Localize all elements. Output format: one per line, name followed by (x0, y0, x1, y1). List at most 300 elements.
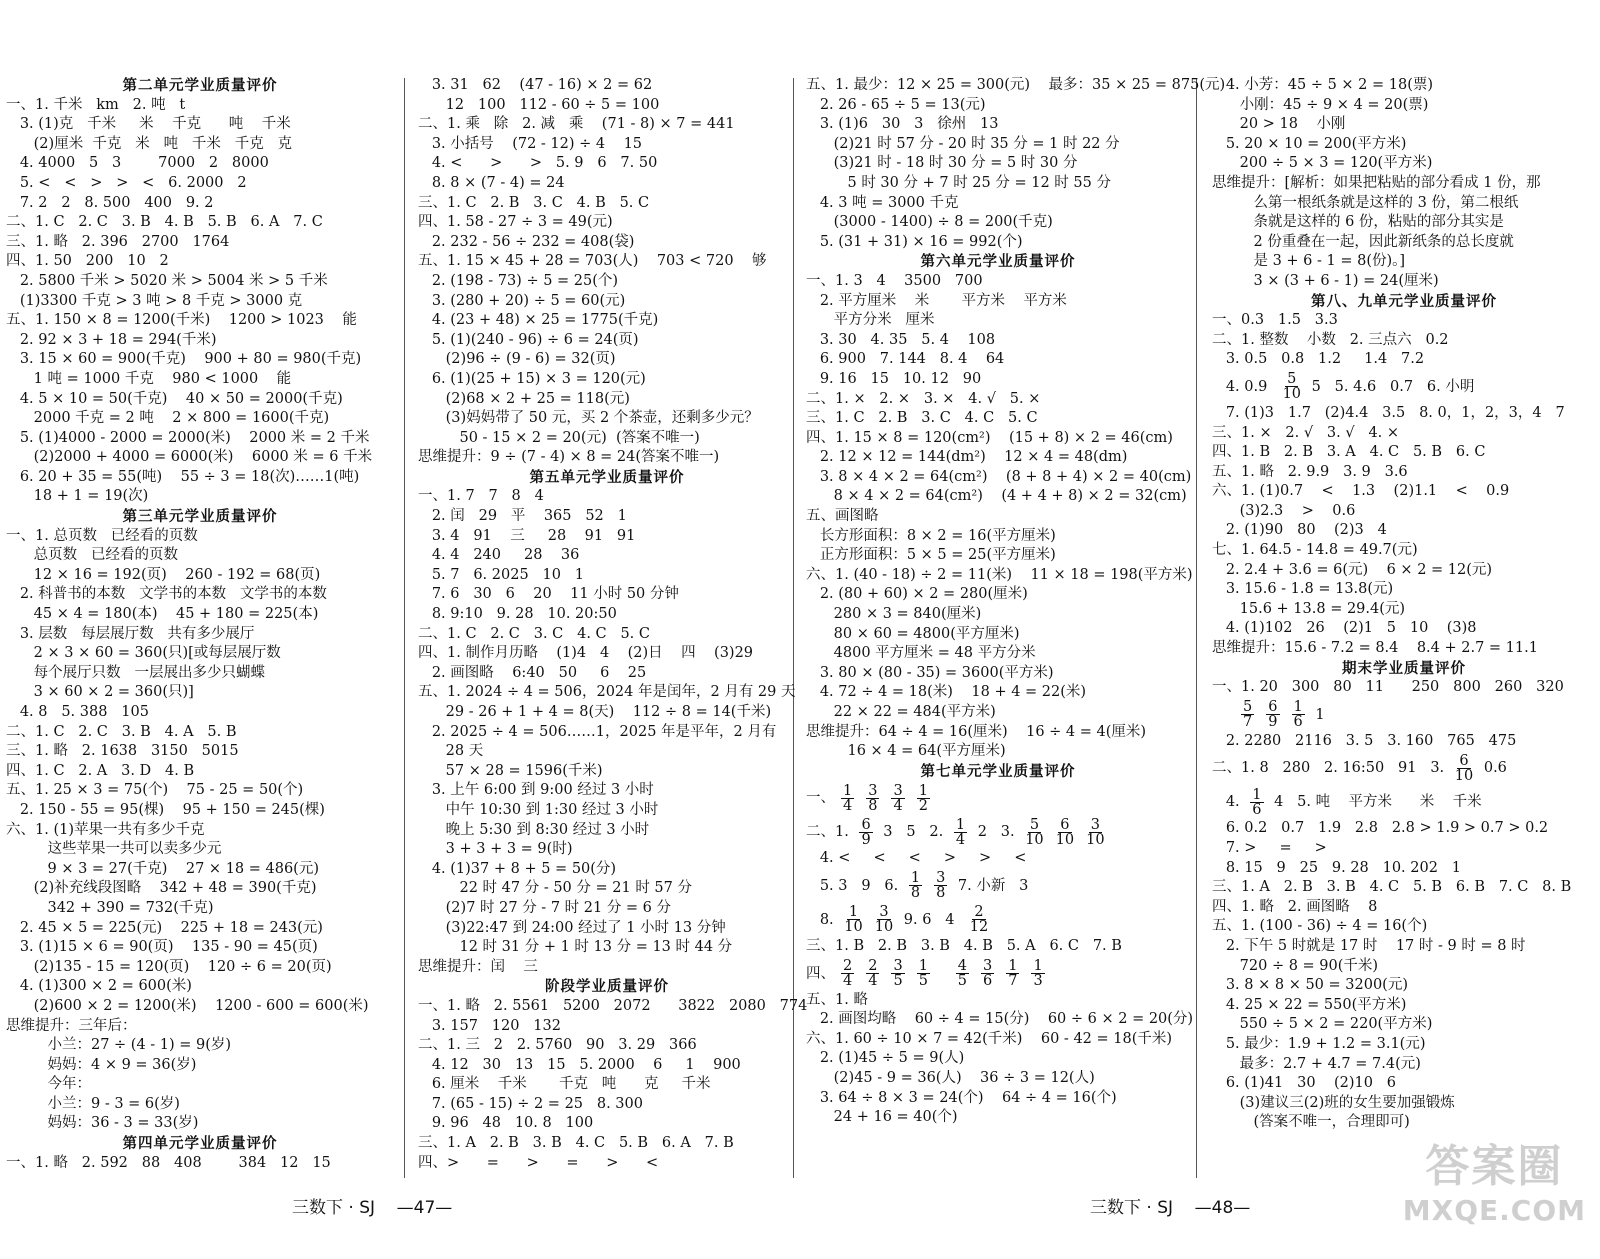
fraction (970, 905, 988, 934)
answer-column-4 (1212, 76, 1596, 1133)
answer-line: 6. 0.2 0.7 1.9 2.8 2.8 > 1.9 > 0.7 > 0.2 (1212, 820, 1549, 837)
fraction-denominator: 6 (1293, 714, 1303, 731)
answer-line: 平方分米 厘米 (806, 312, 935, 329)
fraction-denominator: 3 (1033, 973, 1043, 990)
answer-line: 550 ÷ 5 × 2 = 220(平方米) (1212, 1016, 1433, 1033)
answer-line: 720 ÷ 8 = 90(千米) (1212, 957, 1379, 974)
answer-line: 三、1. 略 2. 396 2700 1764 (6, 233, 230, 250)
answer-line: 2. 92 × 3 + 18 = 294(千米) (6, 331, 217, 348)
answer-line: 2. 5800 千米 > 5020 米 > 5004 米 > 5 千米 (6, 272, 328, 289)
answer-line: 四、1. 略 2. 画图略 8 (1212, 898, 1378, 915)
answer-line: 二、1. × 2. × 3. × 4. √ 5. × (806, 390, 1041, 407)
answer-line: 一、1. 千米 km 2. 吨 t (6, 96, 186, 113)
answer-line: 四、> = > = > < (418, 1154, 659, 1171)
answer-line: 2. (1)90 80 (2)3 4 (1212, 522, 1387, 539)
fraction-denominator: 5 (893, 973, 903, 990)
answer-line: 条就是这样的 6 份，粘贴的部分其实是 (1212, 214, 1504, 231)
answer-line: 5. 最少：1.9 + 1.2 = 3.1(元) (1212, 1035, 1426, 1052)
fraction-numerator: 6 (1060, 816, 1070, 833)
answer-line: 2. 232 - 56 ÷ 232 = 408(袋) (418, 233, 635, 250)
watermark-title: 答案圈 (1425, 1141, 1564, 1192)
answer-line: 3 × (3 + 6 - 1) = 24(厘米) (1212, 272, 1439, 289)
answer-line: 3 + 3 + 3 = 9(时) (418, 841, 573, 858)
section-heading: 第三单元学业质量评价 (122, 508, 278, 526)
fraction-numerator: 3 (936, 870, 946, 887)
answer-line: 8. 9:10 9. 28 10. 20:50 (418, 606, 617, 623)
fraction-numerator: 6 (861, 816, 871, 833)
answer-line: 5. 7 6. 2025 10 1 (418, 566, 584, 583)
watermark-url: MXQE.COM (1402, 1194, 1586, 1227)
fraction-denominator: 5 (957, 973, 967, 990)
answer-line: 晚上 5:30 到 8:30 经过 3 小时 (418, 821, 650, 838)
answer-line: 中午 10:30 到 1:30 经过 3 小时 (418, 801, 659, 818)
answer-line: 2. 平方厘米 米 平方米 平方米 (806, 292, 1067, 309)
answer-line: 五、1. 25 × 3 = 75(个) 75 - 25 = 50(个) (6, 782, 304, 799)
answer-line: 280 × 3 = 840(厘米) (806, 606, 982, 623)
answer-line: 三、1. A 2. B 3. B 4. C 5. B 6. A 7. B (418, 1135, 734, 1152)
answer-line: 3. 0.5 0.8 1.2 1.4 7.2 (1212, 351, 1425, 368)
answer-line: 12 × 16 = 192(页) 260 - 192 = 68(页) (6, 566, 321, 583)
answer-line (1212, 785, 1596, 819)
answer-line: 2. (80 + 60) × 2 = 280(厘米) (806, 586, 1028, 603)
answer-line: (2)21 时 57 分 - 20 时 35 分 = 1 时 22 分 (806, 135, 1120, 152)
fraction-numerator: 4 (957, 958, 967, 975)
answer-line: 4. 12 30 13 15 5. 2000 6 1 900 (418, 1056, 741, 1073)
fraction-numerator: 1 (1008, 958, 1018, 975)
answer-text: 2 3. (973, 824, 1020, 841)
answer-line: 4. 3 吨 = 3000 千克 (806, 194, 959, 211)
answer-text: 7. 小新 3 (953, 877, 1029, 894)
answer-column-1 (6, 76, 394, 1173)
answer-text: 8. (806, 911, 839, 928)
fraction (866, 959, 879, 988)
answer-line: 3. 上午 6:00 到 9:00 经过 3 小时 (418, 782, 654, 799)
answer-text: 4. (1212, 794, 1245, 811)
answer-text: 0.6 (1479, 760, 1507, 777)
answer-line: 3. 小括号 (72 - 12) ÷ 4 15 (418, 135, 643, 152)
answer-line: 3. 157 120 132 (418, 1017, 561, 1034)
answer-line: 三、1. C 2. B 3. C 4. B 5. C (418, 194, 650, 211)
answer-line: 2. 2.4 + 3.6 = 6(元) 6 × 2 = 12(元) (1212, 561, 1493, 578)
fraction-denominator: 6 (1252, 801, 1262, 818)
answer-text: 5 5. 4.6 0.7 6. 小明 (1307, 378, 1475, 395)
section-heading: 第七单元学业质量评价 (920, 762, 1076, 780)
answer-line: 2. 2025 ÷ 4 = 506……1，2025 年是平年，2 月有 (418, 723, 777, 740)
answer-line: (3000 - 1400) ÷ 8 = 200(千克) (806, 214, 1053, 231)
answer-line: 2. 下午 5 时就是 17 时 17 时 - 9 时 = 8 时 (1212, 937, 1526, 954)
answer-line: 思维提升：闰 三 (418, 958, 538, 975)
answer-text (1212, 707, 1235, 723)
fraction-denominator: 8 (910, 885, 921, 902)
fraction-numerator: 3 (893, 782, 903, 799)
answer-line: 二、1. C 2. C 3. C 4. C 5. C (418, 625, 650, 642)
answer-line: 4. 8 5. 388 105 (6, 704, 149, 720)
answer-line: 小刚：45 ÷ 9 × 4 = 20(票) (1212, 96, 1429, 113)
answer-line: 4. 72 ÷ 4 = 18(米) 18 + 4 = 22(米) (806, 684, 1087, 701)
answer-line: 二、1. C 2. C 3. B 4. A 5. B (6, 723, 237, 740)
fraction-numerator: 1 (843, 782, 853, 799)
answer-line: 思维提升：[解析：如果把粘贴的部分看成 1 份，那 (1212, 174, 1541, 191)
answer-line: 3. 80 × (80 - 35) = 3600(平方米) (806, 664, 1054, 681)
fraction (956, 959, 969, 988)
answer-line: 4. 5 × 10 = 50(千克) 40 × 50 = 2000(千克) (6, 390, 343, 407)
answer-column-2 (418, 76, 808, 1173)
answer-text: 二、1. 8 280 2. 16:50 91 3. (1212, 760, 1449, 777)
answer-line: 4. < > > 5. 9 6 7. 50 (418, 155, 658, 172)
answer-line: 7. (65 - 15) ÷ 2 = 25 8. 300 (418, 1095, 643, 1112)
answer-line: (2)96 ÷ (9 - 6) = 32(页) (418, 351, 616, 368)
answer-line: (2)补充线段图略 342 + 48 = 390(千克) (6, 880, 317, 897)
answer-line (806, 781, 1190, 815)
fraction-numerator: 3 (868, 782, 878, 799)
answer-line: 15.6 + 13.8 = 29.4(元) (1212, 600, 1406, 617)
answer-line: 28 天 (418, 743, 484, 760)
answer-line: (3)22:47 到 24:00 经过了 1 小时 13 分钟 (418, 919, 726, 936)
fraction (891, 959, 904, 988)
answer-line: 1 吨 = 1000 千克 980 < 1000 能 (6, 370, 292, 387)
answer-line: 六、1. (1)苹果一共有多少千克 (6, 821, 205, 838)
fraction-numerator: 6 (1459, 752, 1469, 769)
fraction-denominator: 4 (868, 973, 878, 990)
answer-line: 3. 31 62 (47 - 16) × 2 = 62 (418, 77, 653, 93)
answer-line: 一、1. 略 2. 5561 5200 2072 3822 2080 774 (418, 997, 808, 1014)
answer-line: 2000 千克 = 2 吨 2 × 800 = 1600(千克) (6, 410, 330, 427)
answer-line: (2)135 - 15 = 120(页) 120 ÷ 6 = 20(页) (6, 958, 332, 975)
page-footer-left: 三数下 · SJ —47— (292, 1198, 453, 1218)
answer-line: 6. 900 7. 144 8. 4 64 (806, 351, 1005, 368)
answer-line: 二、1. 乘 除 2. 减 乘 (71 - 8) × 7 = 441 (418, 116, 735, 133)
answer-line (1212, 370, 1596, 404)
answer-text: 4 5. 吨 平方米 米 千米 (1269, 794, 1482, 811)
answer-line: 2 × 3 × 60 = 360(只)[或每层展厅数 (6, 645, 281, 662)
answer-line: 3. (1)15 × 6 = 90(页) 135 - 90 = 45(页) (6, 939, 318, 956)
answer-line: 六、1. 60 ÷ 10 × 7 = 42(千米) 60 - 42 = 18(千米) (806, 1030, 1173, 1047)
section-heading: 第六单元学业质量评价 (920, 253, 1076, 271)
fraction-numerator: 1 (918, 958, 928, 975)
fraction (844, 905, 862, 934)
section-heading: 第四单元学业质量评价 (122, 1135, 278, 1153)
answer-line: 三、1. 略 2. 1638 3150 5015 (6, 743, 239, 760)
answer-line: 一、0.3 1.5 3.3 (1212, 312, 1338, 329)
answer-line: 三、1. B 2. B 3. B 4. B 5. A 6. C 7. B (806, 937, 1122, 954)
answer-line: 四、1. B 2. B 3. A 4. C 5. B 6. C (1212, 444, 1486, 461)
fraction-denominator: 7 (1008, 973, 1018, 990)
answer-line: 二、1. C 2. C 3. B 4. B 5. B 6. A 7. C (6, 214, 323, 231)
answer-text: 四、 (806, 965, 835, 982)
fraction-numerator: 3 (1090, 816, 1100, 833)
answer-line: 6. 20 + 35 = 55(吨) 55 ÷ 3 = 18(次)……1(吨) (6, 468, 360, 485)
answer-line: 3. 64 ÷ 8 × 3 = 24(个) 64 ÷ 4 = 16(个) (806, 1089, 1117, 1106)
answer-line: 3. 层数 每层展厅数 共有多少展厅 (6, 625, 255, 642)
answer-line: 4. (1)37 + 8 + 5 = 50(分) (418, 860, 617, 877)
answer-line: 5. (1)(240 - 96) ÷ 6 = 24(页) (418, 331, 639, 348)
fraction-denominator: 10 (1454, 767, 1474, 784)
answer-column-3 (806, 76, 1226, 1128)
answer-line: 7. > = > (1212, 840, 1327, 856)
answer-line: 长方形面积：8 × 2 = 16(平方厘米) (806, 527, 1056, 544)
answer-line: 二、1. 整数 小数 2. 三点六 0.2 (1212, 331, 1449, 348)
answer-line: 4. 25 × 22 = 550(平方米) (1212, 996, 1407, 1013)
fraction-denominator: 10 (1055, 831, 1075, 848)
answer-line (806, 815, 1190, 849)
fraction (1006, 959, 1019, 988)
answer-line: 2. (198 - 73) ÷ 5 = 25(个) (418, 272, 619, 289)
page-footer-right: 三数下 · SJ —48— (1090, 1198, 1251, 1218)
answer-line: 五、画图略 (806, 508, 879, 525)
answer-line: 今年： (6, 1076, 91, 1093)
answer-line: 24 + 16 = 40(个) (806, 1109, 958, 1126)
fraction (1292, 700, 1305, 729)
answer-line: 4. 4 240 28 36 (418, 547, 580, 564)
answer-line: 四、1. C 2. A 3. D 4. B (6, 762, 195, 779)
answer-line: 一、1. 总页数 已经看的页数 (6, 527, 198, 544)
fraction (954, 818, 967, 847)
answer-line: 200 ÷ 5 × 3 = 120(平方米) (1212, 155, 1433, 172)
fraction-numerator: 1 (848, 904, 859, 921)
answer-line: 妈妈：36 - 3 = 33(岁) (6, 1115, 199, 1132)
answer-line: 80 × 60 = 4800(平方厘米) (806, 625, 1020, 642)
answer-line: 7. 2 2 8. 500 400 9. 2 (6, 194, 214, 211)
answer-line: (3)2.3 > 0.6 (1212, 502, 1356, 519)
answer-line (1212, 751, 1596, 785)
fraction-denominator: 4 (893, 797, 903, 814)
answer-line: 12 时 31 分 + 1 时 13 分 = 13 时 44 分 (418, 939, 733, 956)
answer-line: 四、1. 58 - 27 ÷ 3 = 49(元) (418, 214, 613, 231)
answer-line: 么第一根纸条就是这样的 3 份，第二根纸 (1212, 194, 1519, 211)
fraction (875, 905, 893, 934)
answer-line: 4. 小芳：45 ÷ 5 × 2 = 18(票) (1212, 77, 1434, 93)
section-heading: 第八、九单元学业质量评价 (1311, 292, 1497, 310)
fraction-numerator: 5 (1243, 699, 1253, 716)
fraction (1250, 788, 1263, 817)
column-divider-3 (1196, 78, 1197, 1178)
answer-line: 3. 8 × 4 × 2 = 64(cm²) (8 + 8 + 4) × 2 = 40(cm) (806, 468, 1192, 485)
answer-line: 3. 4 91 三 28 91 91 (418, 527, 636, 544)
answer-line: 9. 16 15 10. 12 90 (806, 370, 982, 387)
fraction-numerator: 1 (1293, 699, 1303, 716)
fraction (917, 784, 930, 813)
fraction-denominator: 8 (868, 797, 878, 814)
answer-line: 六、1. (1)0.7 < 1.3 (2)1.1 < 0.9 (1212, 483, 1510, 500)
answer-line: 2. (1)45 ÷ 5 = 9(人) (806, 1050, 965, 1067)
answer-line: 3. 30 4. 35 5. 4 108 (806, 331, 996, 348)
watermark-logo (1403, 1130, 1586, 1227)
answer-line: (答案不唯一，合理即可) (1212, 1114, 1410, 1131)
answer-line: 每个展厅只数 一层展出多少只蝴蝶 (6, 664, 265, 681)
fraction (909, 871, 922, 900)
answer-line: 57 × 28 = 1596(千米) (418, 762, 603, 779)
answer-line: 五、1. 2024 ÷ 4 = 506，2024 年是闰年，2 月有 29 天 (418, 684, 796, 701)
answer-line: 这些苹果一共可以卖多少元 (6, 841, 222, 858)
answer-line: 最多：2.7 + 4.7 = 7.4(元) (1212, 1055, 1421, 1072)
fraction-denominator: 7 (1243, 714, 1253, 731)
answer-line: 一、1. 略 2. 592 88 408 384 12 15 (6, 1154, 331, 1171)
answer-line: 总页数 已经看的页数 (6, 547, 178, 564)
answer-line: 4. (1)102 26 (2)1 5 10 (3)8 (1212, 620, 1477, 637)
answer-line: 2. 画图略 6:40 50 6 25 (418, 664, 647, 681)
answer-line: 2 份重叠在一起，因此新纸条的总长度就 (1212, 233, 1514, 250)
section-heading: 阶段学业质量评价 (545, 978, 669, 996)
section-heading: 期末学业质量评价 (1342, 659, 1466, 677)
answer-line (806, 903, 1190, 937)
fraction-numerator: 2 (868, 958, 878, 975)
answer-line: 4800 平方厘米 = 48 平方分米 (806, 645, 1036, 662)
answer-line: 五、1. (100 - 36) ÷ 4 = 16(个) (1212, 918, 1428, 935)
answer-line: 5 时 30 分 + 7 时 25 分 = 12 时 55 分 (806, 174, 1111, 191)
fraction-denominator: 10 (874, 919, 894, 936)
answer-line: 是 3 + 6 - 1 = 8(份)。] (1212, 253, 1406, 270)
fraction (859, 818, 872, 847)
answer-line: 3. 15 × 60 = 900(千克) 900 + 80 = 980(千克) (6, 351, 362, 368)
fraction-denominator: 8 (936, 885, 946, 902)
answer-line (806, 957, 1190, 991)
answer-line: 3. (1)克 千米 米 千克 吨 千米 (6, 116, 291, 133)
answer-text: 3 5 2. (878, 824, 948, 841)
answer-line: 22 × 22 = 484(平方米) (806, 704, 996, 720)
answer-line: 2. 150 - 55 = 95(棵) 95 + 150 = 245(棵) (6, 801, 325, 818)
answer-line: 6. (1)41 30 (2)10 6 (1212, 1075, 1397, 1092)
answer-line: 7. (1)3 1.7 (2)4.4 3.5 8. 0，1，2，3，4 7 (1212, 404, 1565, 421)
answer-text: 一、 (806, 790, 835, 807)
answer-line: 5. 20 × 10 = 200(平方米) (1212, 135, 1407, 152)
answer-line: 5. (1)4000 - 2000 = 2000(米) 2000 米 = 2 千米 (6, 429, 370, 446)
fraction (1086, 818, 1104, 847)
answer-line: 4. < < < > > < (806, 850, 1027, 867)
answer-line: (2)45 - 9 = 36(人) 36 ÷ 3 = 12(人) (806, 1069, 1095, 1086)
fraction-numerator: 3 (983, 958, 993, 975)
answer-line: 二、1. 三 2 2. 5760 90 3. 29 366 (418, 1037, 697, 1054)
section-heading: 第二单元学业质量评价 (122, 77, 278, 94)
fraction (1241, 700, 1254, 729)
fraction-numerator: 1 (1033, 958, 1043, 975)
fraction-denominator: 4 (955, 831, 966, 848)
fraction (981, 959, 994, 988)
answer-line: 9. 96 48 10. 8 100 (418, 1115, 594, 1132)
answer-line: 一、1. 20 300 80 11 250 800 260 320 (1212, 679, 1564, 696)
answer-text: 1 (1310, 706, 1325, 723)
answer-line: 五、1. 略 (806, 991, 868, 1008)
answer-line: 8. 15 9 25 9. 28 10. 202 1 (1212, 859, 1461, 876)
answer-line: 8 × 4 × 2 = 64(cm²) (4 + 4 + 8) × 2 = 32(cm) (806, 488, 1187, 505)
answer-line: 3. 8 × 8 × 50 = 3200(元) (1212, 977, 1408, 994)
answer-line: 正方形面积：5 × 5 = 25(平方厘米) (806, 547, 1056, 564)
answer-line: 8. 8 × (7 - 4) = 24 (418, 174, 565, 191)
answer-line: 2. 12 × 12 = 144(dm²) 12 × 4 = 48(dm) (806, 449, 1128, 466)
answer-line: 一、1. 7 7 8 4 (418, 488, 544, 505)
fraction-numerator: 1 (910, 870, 921, 887)
answer-line: 6. 厘米 千米 千克 吨 克 千米 (418, 1076, 711, 1093)
fraction (1455, 754, 1473, 783)
answer-line: 16 × 4 = 64(平方厘米) (806, 743, 1006, 760)
fraction-numerator: 1 (1252, 786, 1262, 803)
answer-line: 4. 4000 5 3 7000 2 8000 (6, 155, 269, 172)
fraction-numerator: 2 (974, 904, 984, 921)
answer-line: 六、1. (40 - 18) ÷ 2 = 11(米) 11 × 18 = 198(平方米) (806, 566, 1193, 583)
fraction (934, 871, 947, 900)
answer-line: 妈妈：4 × 9 = 36(岁) (6, 1056, 197, 1073)
column-divider-1 (404, 78, 405, 1178)
answer-line: 小兰：27 ÷ (4 - 1) = 9(岁) (6, 1037, 232, 1054)
answer-text: 4. 0.9 (1212, 378, 1277, 395)
answer-line: 3 × 60 × 2 = 360(只)] (6, 684, 194, 701)
answer-line: 2. 闰 29 平 365 52 1 (418, 508, 627, 525)
answer-line: 9 × 3 = 27(千克) 27 × 18 = 486(元) (6, 860, 319, 877)
answer-line: (2)厘米 千克 米 吨 千米 千克 克 (6, 135, 293, 152)
fraction-denominator: 12 (969, 919, 989, 936)
fraction-numerator: 3 (893, 958, 903, 975)
answer-line: 2. 2280 2116 3. 5 3. 160 765 475 (1212, 732, 1517, 749)
fraction-denominator: 10 (1282, 386, 1302, 403)
answer-line: 29 - 26 + 1 + 4 = 8(天) 112 ÷ 8 = 14(千米) (418, 704, 772, 720)
answer-line: 5. (31 + 31) × 16 = 992(个) (806, 233, 1023, 250)
fraction-denominator: 5 (918, 973, 928, 990)
answer-line: 22 时 47 分 - 50 分 = 21 时 57 分 (418, 880, 692, 897)
answer-line: 3. (280 + 20) ÷ 5 = 60(元) (418, 292, 626, 309)
fraction-denominator: 4 (843, 973, 853, 990)
answer-line: 五、1. 最少：12 × 25 = 300(元) 最多：35 × 25 = 875(元) (806, 77, 1226, 93)
answer-line: 四、1. 50 200 10 2 (6, 253, 169, 270)
answer-line: 342 + 390 = 732(千克) (6, 899, 214, 916)
fraction-denominator: 10 (1025, 831, 1044, 848)
fraction (841, 784, 854, 813)
section-heading: 第五单元学业质量评价 (529, 468, 685, 486)
answer-line: 45 × 4 = 180(本) 45 + 180 = 225(本) (6, 606, 319, 623)
answer-line: 四、1. 15 × 8 = 120(cm²) (15 + 8) × 2 = 46(cm) (806, 429, 1173, 446)
answer-line: 7. 6 30 6 20 11 小时 50 分钟 (418, 586, 679, 603)
answer-line: 七、1. 64.5 - 14.8 = 49.7(元) (1212, 542, 1418, 559)
fraction (1056, 818, 1074, 847)
answer-line: 思维提升：64 ÷ 4 = 16(厘米) 16 ÷ 4 = 4(厘米) (806, 723, 1147, 740)
answer-line: 一、1. 3 4 3500 700 (806, 272, 983, 289)
answer-line: (1)3300 千克 > 3 吨 > 8 千克 > 3000 克 (6, 292, 303, 309)
fraction-numerator: 1 (918, 782, 928, 799)
answer-line (806, 869, 1190, 903)
answer-line: 6. (1)(25 + 15) × 3 = 120(元) (418, 370, 646, 387)
answer-line: 2. 科普书的本数 文学书的本数 文学书的本数 (6, 586, 327, 603)
answer-line: 思维提升：三年后： (6, 1017, 137, 1034)
answer-line: (3)妈妈带了 50 元，买 2 个茶壶，还剩多少元？ (418, 410, 759, 427)
fraction-denominator: 10 (1086, 831, 1105, 848)
answer-line: 小兰：9 - 3 = 6(岁) (6, 1095, 180, 1112)
answer-line: 三、1. A 2. B 3. B 4. C 5. B 6. B 7. C 8. B (1212, 879, 1572, 896)
answer-line: 4. (23 + 48) × 25 = 1775(千克) (418, 312, 659, 329)
answer-line: 思维提升：15.6 - 7.2 = 8.4 8.4 + 2.7 = 11.1 (1212, 640, 1538, 657)
fraction-numerator: 2 (843, 958, 853, 975)
fraction (841, 959, 854, 988)
answer-line: 五、1. 150 × 8 = 1200(千米) 1200 > 1023 能 (6, 312, 357, 329)
fraction (1266, 700, 1279, 729)
answer-text (936, 966, 950, 982)
fraction (1025, 818, 1043, 847)
answer-line: 5. < < > > < 6. 2000 2 (6, 174, 247, 191)
answer-line: (3)建议三(2)班的女生要加强锻炼 (1212, 1094, 1455, 1111)
answer-line: 3. (1)6 30 3 徐州 13 (806, 116, 999, 133)
answer-line: 五、1. 略 2. 9.9 3. 9 3.6 (1212, 463, 1408, 480)
fraction-denominator: 4 (843, 797, 853, 814)
answer-line: (2)2000 + 4000 = 6000(米) 6000 米 = 6 千米 (6, 449, 373, 466)
answer-line: 2. 45 × 5 = 225(元) 225 + 18 = 243(元) (6, 919, 323, 936)
fraction-denominator: 9 (861, 831, 871, 848)
fraction-denominator: 9 (1268, 714, 1278, 731)
answer-line: 50 - 15 × 2 = 20(元) (答案不唯一) (418, 429, 700, 446)
fraction (917, 959, 930, 988)
answer-line: 四、1. 制作月历略 (1)4 4 (2)日 四 (3)29 (418, 645, 754, 662)
fraction (891, 784, 904, 813)
answer-line: 2. 画图均略 60 ÷ 4 = 15(分) 60 ÷ 6 × 2 = 20(分) (806, 1011, 1194, 1028)
fraction (1031, 959, 1044, 988)
answer-line: 五、1. 15 × 45 + 28 = 703(人) 703 < 720 够 (418, 253, 767, 270)
answer-line: (2)600 × 2 = 1200(米) 1200 - 600 = 600(米) (6, 997, 369, 1014)
